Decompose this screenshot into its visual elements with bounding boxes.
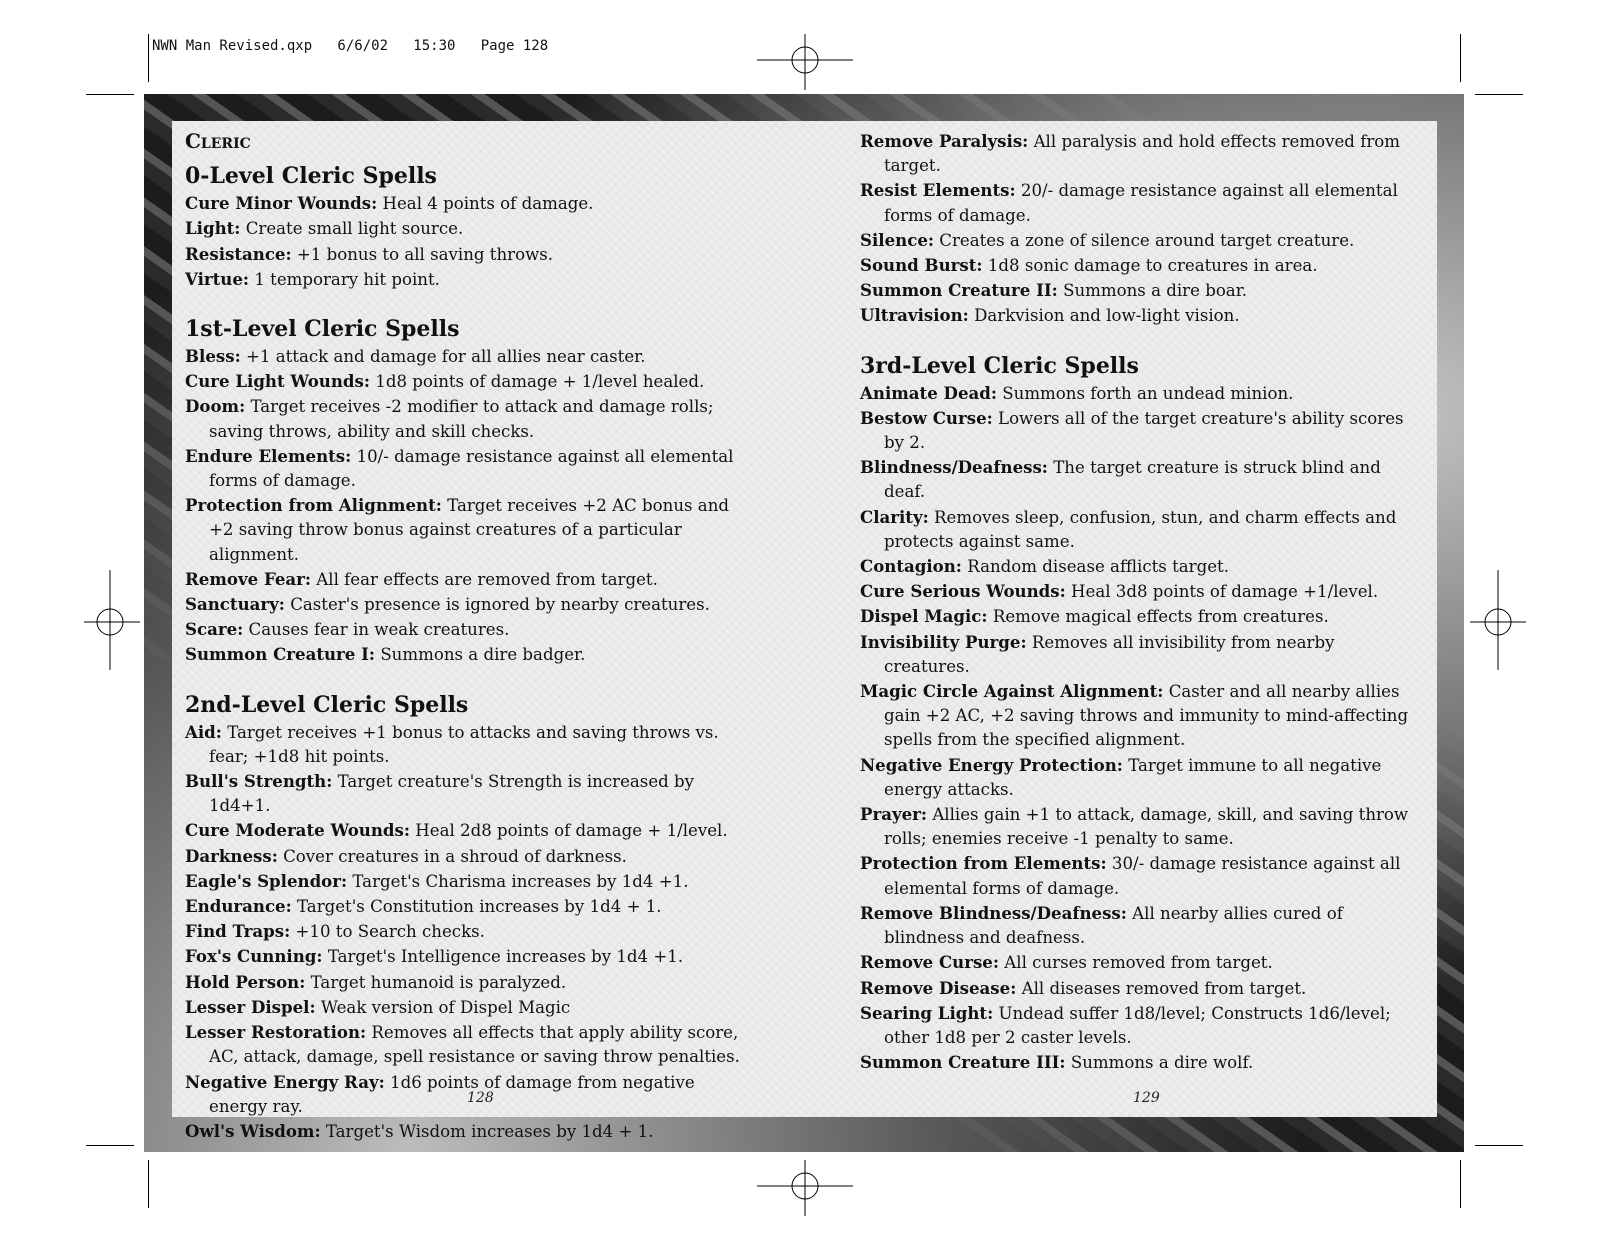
spell-name: Remove Paralysis:: [860, 131, 1029, 151]
spell-description: Target's Charisma increases by 1d4 +1.: [352, 871, 689, 891]
spell-entry: [860, 303, 1425, 328]
spell-description: Caster and all nearby allies gain +2 AC, +2 saving throws and immunity to mind-affecting spells from the specified alignment.: [884, 682, 1409, 750]
spell-entry: [185, 894, 740, 919]
right-column: [860, 129, 1425, 1075]
spell-description: The target creature is struck blind and deaf.: [884, 458, 1381, 502]
spell-name: Light:: [185, 218, 241, 239]
spell-entry: [185, 567, 740, 592]
spell-name: Clarity:: [860, 506, 929, 527]
spell-entry: [860, 976, 1425, 1001]
spell-description: Causes fear in weak creatures.: [248, 620, 510, 640]
spell-name: Protection from Alignment:: [185, 495, 442, 516]
spell-entry: [185, 944, 740, 969]
spell-description: 1d8 sonic damage to creatures in area.: [987, 256, 1318, 276]
spell-entry: [860, 950, 1425, 975]
spell-description: Summons forth an undead minion.: [1002, 383, 1294, 403]
spell-entry: [860, 901, 1425, 950]
spell-name: Contagion:: [860, 556, 962, 577]
spell-name: Summon Creature I:: [185, 644, 376, 665]
spell-name: Sanctuary:: [185, 594, 285, 615]
section-heading: 3rd-Level Cleric Spells: [860, 352, 1139, 379]
spell-entry: [860, 178, 1425, 227]
page-number-left: 128: [467, 1090, 494, 1106]
spell-entry: [860, 802, 1425, 851]
spell-name: Summon Creature III:: [860, 1052, 1066, 1073]
spell-name: Doom:: [185, 396, 246, 417]
spell-entry: [185, 919, 740, 944]
spell-entry: [185, 869, 740, 894]
spell-description: Random disease afflicts target.: [967, 557, 1229, 577]
spell-entry: [860, 1050, 1425, 1075]
spell-description: Darkvision and low-light vision.: [974, 306, 1240, 326]
spell-description: Target receives -2 modifier to attack and damage rolls; saving throws, ability and skill checks.: [209, 397, 714, 441]
spell-entry: [185, 444, 740, 493]
spell-name: Resist Elements:: [860, 180, 1016, 201]
spell-description: All paralysis and hold effects removed from target.: [884, 132, 1400, 176]
spell-name: Lesser Restoration:: [185, 1022, 367, 1043]
spell-entry: [860, 1001, 1425, 1050]
spell-name: Ultravision:: [860, 305, 969, 326]
spell-description: Target's Intelligence increases by 1d4 +1.: [327, 947, 684, 967]
spell-description: Removes sleep, confusion, stun, and charm effects and protects against same.: [884, 507, 1397, 551]
spell-description: Heal 2d8 points of damage + 1/level.: [415, 821, 728, 841]
spell-entry: [860, 753, 1425, 802]
spell-description: All nearby allies cured of blindness and deafness.: [884, 903, 1343, 948]
spell-name: Invisibility Purge:: [860, 631, 1027, 652]
spell-entry: [860, 604, 1425, 629]
spell-description: +1 attack and damage for all allies near caster.: [245, 347, 646, 367]
spell-name: Remove Blindness/Deafness:: [860, 902, 1127, 923]
spell-entry: [860, 554, 1425, 579]
spell-name: Endurance:: [185, 896, 292, 917]
spell-name: Dispel Magic:: [860, 606, 988, 627]
spell-name: Fox's Cunning:: [185, 946, 323, 967]
crop-mark: [1475, 94, 1523, 95]
spell-entry: [860, 253, 1425, 278]
spell-description: 30/- damage resistance against all elemental forms of damage.: [884, 854, 1401, 898]
spell-name: Lesser Dispel:: [185, 996, 316, 1017]
spell-entry: [860, 851, 1425, 900]
spell-entry: [185, 970, 740, 995]
spell-description: Target receives +1 bonus to attacks and saving throws vs. fear; +1d8 hit points.: [209, 722, 719, 766]
spell-entry: [185, 617, 740, 642]
registration-mark-left: [84, 570, 140, 670]
spell-description: +1 bonus to all saving throws.: [296, 244, 554, 264]
spell-name: Silence:: [860, 229, 934, 250]
crop-mark: [1460, 34, 1461, 82]
spell-entry: [860, 129, 1425, 178]
spell-description: All fear effects are removed from target.: [316, 569, 658, 589]
spell-name: Magic Circle Against Alignment:: [860, 681, 1164, 702]
spell-entry: [185, 720, 740, 769]
spell-entry: [185, 1119, 740, 1144]
spell-name: Animate Dead:: [860, 382, 997, 403]
class-heading: Cleric: [185, 129, 251, 153]
spell-entry: [860, 630, 1425, 679]
spell-description: Heal 3d8 points of damage +1/level.: [1071, 582, 1379, 602]
spell-name: Find Traps:: [185, 921, 291, 942]
spell-description: All curses removed from target.: [1004, 953, 1273, 973]
spell-name: Remove Curse:: [860, 952, 999, 973]
spell-name: Remove Disease:: [860, 977, 1017, 998]
spell-description: 1d6 points of damage from negative energy ray.: [209, 1072, 695, 1116]
spell-description: Target's Wisdom increases by 1d4 + 1.: [325, 1121, 654, 1141]
spell-name: Remove Fear:: [185, 568, 312, 589]
crop-mark: [148, 34, 149, 82]
spell-description: Target receives +2 AC bonus and +2 saving throw bonus against creatures of a particular alignment.: [209, 496, 730, 564]
registration-mark-top: [757, 34, 853, 90]
spell-entry: [860, 406, 1425, 455]
spell-name: Negative Energy Protection:: [860, 754, 1123, 775]
spell-name: Sound Burst:: [860, 255, 983, 276]
spell-description: Create small light source.: [245, 219, 464, 239]
spell-description: Target immune to all negative energy attacks.: [884, 755, 1382, 799]
spell-entry: [185, 216, 740, 241]
spell-name: Cure Moderate Wounds:: [185, 820, 410, 841]
spell-name: Hold Person:: [185, 971, 306, 992]
print-slug: NWN Man Revised.qxp 6/6/02 15:30 Page 128: [152, 38, 549, 54]
spell-entry: [185, 642, 740, 667]
spell-description: Summons a dire boar.: [1063, 281, 1248, 301]
spell-name: Bless:: [185, 346, 241, 367]
spell-name: Cure Serious Wounds:: [860, 581, 1066, 602]
spell-entry: [860, 381, 1425, 406]
spell-entry: [185, 369, 740, 394]
spell-name: Virtue:: [185, 268, 250, 289]
spell-description: +10 to Search checks.: [295, 922, 485, 942]
spell-entry: [185, 844, 740, 869]
page-number-right: 129: [1133, 1090, 1160, 1106]
spell-description: Target humanoid is paralyzed.: [310, 972, 567, 992]
left-column: [185, 129, 740, 1144]
spell-entry: [185, 995, 740, 1020]
spell-entry: [185, 267, 740, 292]
spell-description: Remove magical effects from creatures.: [992, 607, 1329, 627]
crop-mark: [86, 1145, 134, 1146]
spell-entry: [185, 191, 740, 216]
spell-name: Bull's Strength:: [185, 771, 333, 792]
spell-name: Darkness:: [185, 845, 278, 866]
spell-name: Cure Light Wounds:: [185, 371, 370, 392]
spell-description: Creates a zone of silence around target creature.: [939, 230, 1355, 250]
crop-mark: [1475, 1145, 1523, 1146]
spell-description: Summons a dire badger.: [380, 645, 586, 665]
spell-entry: [185, 394, 740, 443]
spell-entry: [185, 592, 740, 617]
spell-description: Target creature's Strength is increased by 1d4+1.: [209, 772, 695, 816]
crop-mark: [86, 94, 134, 95]
spell-entry: [185, 344, 740, 369]
spell-entry: [860, 455, 1425, 504]
spell-entry: [185, 1070, 740, 1119]
spell-name: Scare:: [185, 619, 244, 640]
spell-description: Undead suffer 1d8/level; Constructs 1d6/level; other 1d8 per 2 caster levels.: [884, 1003, 1391, 1047]
spell-name: Eagle's Splendor:: [185, 870, 348, 891]
spell-name: Owl's Wisdom:: [185, 1120, 321, 1141]
registration-mark-right: [1470, 570, 1526, 670]
spell-description: 10/- damage resistance against all elemental forms of damage.: [209, 446, 734, 491]
spell-description: Target's Constitution increases by 1d4 + 1.: [297, 897, 662, 917]
crop-mark: [1460, 1160, 1461, 1208]
spell-entry: [860, 679, 1425, 753]
spell-description: Heal 4 points of damage.: [382, 194, 594, 214]
section-gap: [185, 668, 740, 690]
spell-description: All diseases removed from target.: [1021, 978, 1307, 998]
spell-name: Prayer:: [860, 804, 928, 825]
spell-name: Bestow Curse:: [860, 407, 993, 428]
spell-description: Removes all invisibility from nearby creatures.: [884, 632, 1335, 676]
spell-name: Protection from Elements:: [860, 853, 1107, 874]
section-heading: 1st-Level Cleric Spells: [185, 316, 460, 343]
spell-entry: [860, 579, 1425, 604]
spell-name: Resistance:: [185, 243, 292, 264]
spell-entry: [185, 769, 740, 818]
section-heading: 2nd-Level Cleric Spells: [185, 691, 469, 718]
spell-name: Aid:: [185, 721, 222, 742]
spell-description: Summons a dire wolf.: [1070, 1053, 1254, 1073]
section-gap: [860, 329, 1425, 351]
crop-mark: [148, 1160, 149, 1208]
spell-description: Weak version of Dispel Magic: [320, 997, 571, 1017]
spell-entry: [860, 505, 1425, 554]
spell-description: 1 temporary hit point.: [254, 269, 440, 289]
spell-name: Endure Elements:: [185, 445, 352, 466]
spell-entry: [185, 493, 740, 567]
spell-description: Caster's presence is ignored by nearby creatures.: [290, 595, 710, 615]
spell-description: 20/- damage resistance against all elemental forms of damage.: [884, 181, 1398, 225]
section-gap: [185, 292, 740, 314]
spell-description: 1d8 points of damage + 1/level healed.: [375, 372, 705, 392]
spell-description: Lowers all of the target creature's ability scores by 2.: [884, 408, 1404, 453]
spell-name: Summon Creature II:: [860, 280, 1058, 301]
spell-name: Negative Energy Ray:: [185, 1071, 385, 1092]
spell-description: Removes all effects that apply ability score, AC, attack, damage, spell resistance or saving throw penalties.: [209, 1023, 740, 1067]
section-heading: 0-Level Cleric Spells: [185, 163, 437, 190]
spell-name: Searing Light:: [860, 1002, 994, 1023]
spell-description: Allies gain +1 to attack, damage, skill, and saving throw rolls; enemies receive -1 penalty to same.: [884, 805, 1409, 849]
spell-entry: [185, 818, 740, 843]
spell-entry: [185, 242, 740, 267]
spell-entry: [860, 228, 1425, 253]
spell-entry: [185, 1020, 740, 1069]
spell-entry: [860, 278, 1425, 303]
spell-name: Cure Minor Wounds:: [185, 193, 378, 214]
registration-mark-bottom: [757, 1160, 853, 1216]
spell-description: Cover creatures in a shroud of darkness.: [283, 846, 627, 866]
spell-name: Blindness/Deafness:: [860, 457, 1048, 478]
